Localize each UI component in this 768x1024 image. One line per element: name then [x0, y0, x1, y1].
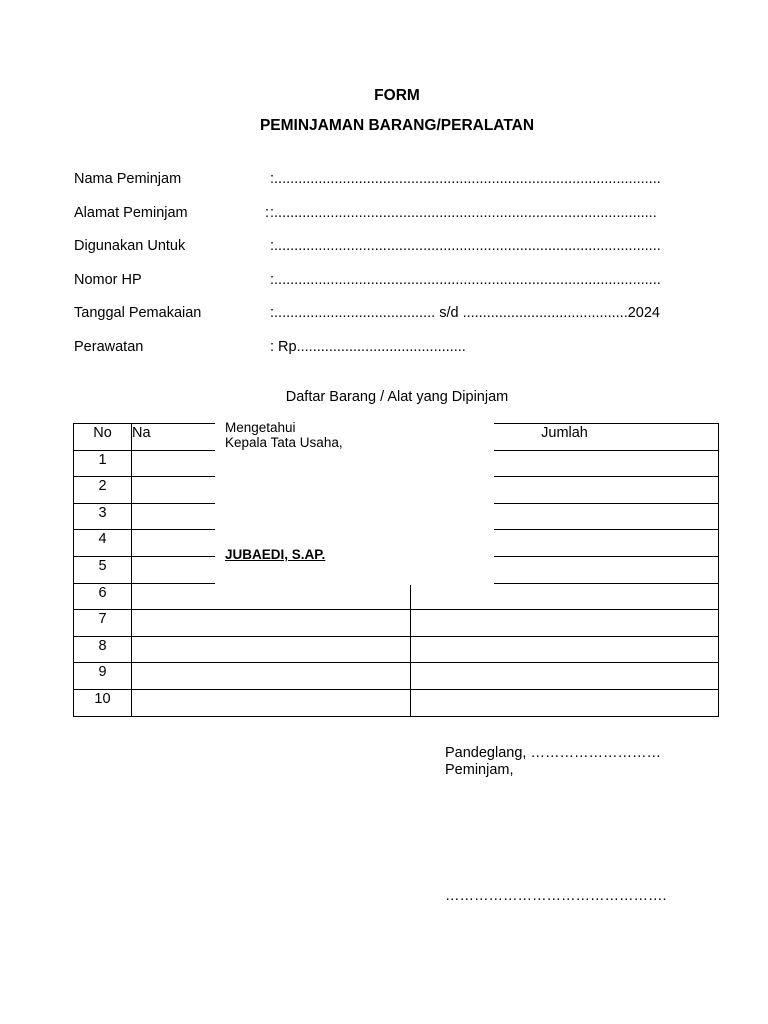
header-jumlah: Jumlah — [411, 424, 719, 451]
field-label-alamat: Alamat Peminjam — [74, 205, 188, 221]
signature-name-line: ………………………………………. — [445, 888, 667, 904]
cell-jumlah — [411, 610, 719, 637]
cell-nama — [132, 689, 411, 716]
field-value-digunakan: :................................................................................................ — [270, 238, 661, 254]
field-label-nomor-hp: Nomor HP — [74, 272, 142, 288]
approval-mengetahui: Mengetahui — [225, 420, 296, 435]
row-number: 9 — [74, 663, 132, 690]
field-value-perawatan: : Rp.......................................... — [270, 339, 466, 355]
cell-jumlah — [411, 583, 719, 610]
field-value-alamat: :............................................................................................... — [270, 205, 657, 221]
table-row — [74, 583, 719, 610]
row-number: 10 — [74, 689, 132, 716]
table-row — [74, 663, 719, 690]
form-subtitle: PEMINJAMAN BARANG/PERALATAN — [259, 117, 535, 134]
cell-jumlah — [411, 636, 719, 663]
cell-nama — [132, 636, 411, 663]
signature-place-date: Pandeglang, ……………………… — [445, 745, 661, 761]
header-no: No — [74, 424, 132, 451]
field-extra-colon: : — [265, 205, 270, 221]
field-value-tanggal: :........................................ s/d .........................................2024 — [270, 305, 660, 321]
approval-box — [215, 415, 494, 585]
row-number: 8 — [74, 636, 132, 663]
field-value-nama: :................................................................................................ — [270, 171, 661, 187]
approval-role: Kepala Tata Usaha, — [225, 435, 343, 450]
cell-nama — [132, 610, 411, 637]
cell-nama — [132, 663, 411, 690]
form-title: FORM — [374, 87, 420, 104]
row-number: 3 — [74, 503, 132, 530]
table-row — [74, 689, 719, 716]
row-number: 4 — [74, 530, 132, 557]
approval-name: JUBAEDI, S.AP. — [225, 547, 326, 562]
row-number: 6 — [74, 583, 132, 610]
table-row — [74, 636, 719, 663]
field-label-digunakan: Digunakan Untuk — [74, 238, 186, 254]
row-number: 7 — [74, 610, 132, 637]
signature-role: Peminjam, — [445, 762, 514, 778]
field-label-perawatan: Perawatan — [74, 339, 144, 355]
cell-jumlah — [411, 689, 719, 716]
cell-jumlah — [411, 663, 719, 690]
row-number: 2 — [74, 477, 132, 504]
row-number: 5 — [74, 556, 132, 583]
field-value-nomor-hp: :................................................................................................ — [270, 272, 661, 288]
cell-nama — [132, 583, 411, 610]
field-label-nama: Nama Peminjam — [74, 171, 182, 187]
row-number: 1 — [74, 450, 132, 477]
table-row — [74, 610, 719, 637]
header-nama-barang: Na — [132, 424, 411, 451]
table-caption: Daftar Barang / Alat yang Dipinjam — [285, 389, 509, 405]
field-label-tanggal: Tanggal Pemakaian — [74, 305, 202, 321]
